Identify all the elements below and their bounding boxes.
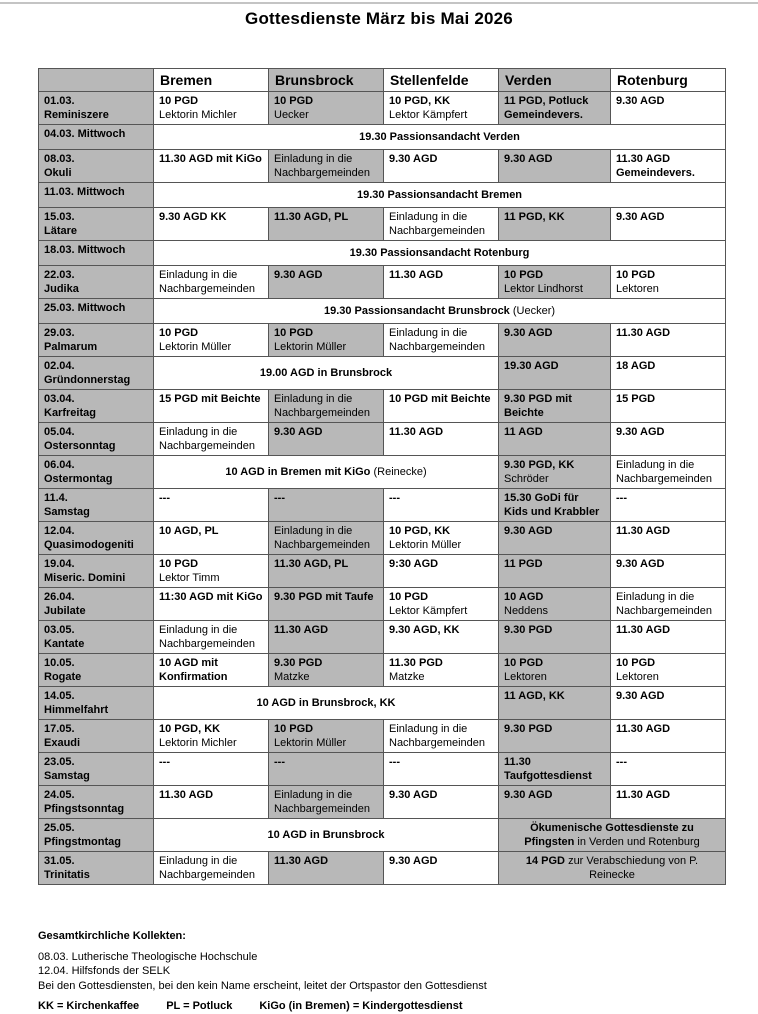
schedule-cell: 11.30 AGD — [611, 621, 726, 654]
table-row — [39, 786, 726, 819]
schedule-cell: 10 PGD Lektorin Michler — [154, 92, 269, 125]
legend-kk: KK = Kirchenkaffee — [38, 1000, 140, 1012]
date-cell: 17.05. Exaudi — [39, 720, 154, 753]
schedule-cell: 9.30 AGD — [611, 555, 726, 588]
date-cell: 14.05. Himmelfahrt — [39, 687, 154, 720]
date-cell: 11.4. Samstag — [39, 489, 154, 522]
table-row — [39, 390, 726, 423]
page-title: Gottesdienste März bis Mai 2026 — [245, 9, 513, 28]
schedule-cell: 10 PGD Lektoren — [499, 654, 611, 687]
date-cell: 12.04. Quasimodogeniti — [39, 522, 154, 555]
schedule-cell: 10 PGD Lektorin Müller — [269, 720, 384, 753]
schedule-cell: 9.30 PGD mit Beichte — [499, 390, 611, 423]
schedule-cell: 9.30 AGD — [611, 208, 726, 241]
schedule-cell: 11.30 AGD — [611, 786, 726, 819]
schedule-cell: 11.30 AGD — [384, 266, 499, 299]
schedule-cell: 10 PGD Lektorin Müller — [269, 324, 384, 357]
schedule-cell: 10 PGD, KK Lektorin Michler — [154, 720, 269, 753]
date-cell: 31.05. Trinitatis — [39, 852, 154, 885]
column-header-empty — [39, 69, 154, 92]
schedule-cell: 9.30 AGD — [611, 687, 726, 720]
table-row — [39, 125, 726, 150]
date-cell: 26.04. Jubilate — [39, 588, 154, 621]
schedule-cell: 11.30 AGD — [611, 522, 726, 555]
date-cell: 06.04. Ostermontag — [39, 456, 154, 489]
date-cell: 05.04. Ostersonntag — [39, 423, 154, 456]
table-row — [39, 92, 726, 125]
footer-note: Bei den Gottesdiensten, bei den kein Name erscheint, leitet der Ortspastor den Gottesdienst — [38, 979, 487, 992]
schedule-cell: 19.30 AGD — [499, 357, 611, 390]
schedule-cell: 11.30 AGD Gemeindevers. — [611, 150, 726, 183]
schedule-cell: --- — [384, 753, 499, 786]
schedule-cell: 19.30 Passionsandacht Brunsbrock (Uecker) — [154, 299, 726, 324]
date-cell: 22.03. Judika — [39, 266, 154, 299]
abbreviation-legend — [38, 1000, 728, 1014]
table-row — [39, 150, 726, 183]
schedule-cell: 11 AGD — [499, 423, 611, 456]
schedule-cell: 10 PGD mit Beichte — [384, 390, 499, 423]
footer — [38, 930, 728, 1014]
schedule-cell: 10 PGD Lektor Kämpfert — [384, 588, 499, 621]
schedule-cell: 11 PGD, Potluck Gemeindevers. — [499, 92, 611, 125]
schedule-cell: 11 AGD, KK — [499, 687, 611, 720]
schedule-table — [38, 68, 726, 885]
schedule-cell: 9.30 AGD — [499, 786, 611, 819]
schedule-cell: 11.30 AGD, PL — [269, 208, 384, 241]
date-cell: 24.05. Pfingstsonntag — [39, 786, 154, 819]
schedule-cell: 9.30 AGD — [384, 150, 499, 183]
schedule-cell: --- — [269, 753, 384, 786]
schedule-cell: 10 PGD, KK Lektor Kämpfert — [384, 92, 499, 125]
schedule-cell: 9.30 AGD — [611, 423, 726, 456]
schedule-cell: 9.30 AGD — [499, 522, 611, 555]
schedule-cell: 10 AGD in Brunsbrock, KK — [154, 687, 499, 720]
kollekten-heading: Gesamtkirchliche Kollekten: — [38, 930, 186, 942]
schedule-cell: 10 AGD in Brunsbrock — [154, 819, 499, 852]
schedule-cell: --- — [269, 489, 384, 522]
schedule-cell: 9:30 AGD — [384, 555, 499, 588]
schedule-cell: 11.30 AGD mit KiGo — [154, 150, 269, 183]
schedule-cell: Ökumenische Gottesdienste zu Pfingsten in Verden und Rotenburg — [499, 819, 726, 852]
schedule-cell: 10 AGD Neddens — [499, 588, 611, 621]
schedule-cell: 11.30 AGD — [269, 852, 384, 885]
legend-kigo: KiGo (in Bremen) = Kindergottesdienst — [259, 1000, 463, 1012]
table-row — [39, 299, 726, 324]
legend-pl: PL = Potluck — [166, 1000, 233, 1012]
schedule-cell: 9.30 AGD — [384, 786, 499, 819]
table-row — [39, 588, 726, 621]
date-cell: 10.05. Rogate — [39, 654, 154, 687]
column-header-rotenburg: Rotenburg — [611, 69, 726, 92]
date-cell: 04.03. Mittwoch — [39, 125, 154, 150]
table-row — [39, 423, 726, 456]
schedule-cell: 10 PGD Lektoren — [611, 654, 726, 687]
date-cell: 08.03. Okuli — [39, 150, 154, 183]
schedule-cell: 9.30 PGD — [499, 621, 611, 654]
schedule-cell: Einladung in die Nachbargemeinden — [611, 588, 726, 621]
table-row — [39, 241, 726, 266]
schedule-cell: Einladung in die Nachbargemeinden — [384, 324, 499, 357]
schedule-cell: 9.30 PGD Matzke — [269, 654, 384, 687]
schedule-cell: 15 PGD mit Beichte — [154, 390, 269, 423]
schedule-cell: 14 PGD zur Verabschiedung von P. Reinecke — [499, 852, 726, 885]
date-cell: 11.03. Mittwoch — [39, 183, 154, 208]
schedule-cell: 11.30 AGD — [611, 720, 726, 753]
schedule-cell: 11 PGD, KK — [499, 208, 611, 241]
schedule-cell: Einladung in die Nachbargemeinden — [154, 852, 269, 885]
schedule-cell: --- — [384, 489, 499, 522]
schedule-cell: Einladung in die Nachbargemeinden — [269, 522, 384, 555]
date-cell: 18.03. Mittwoch — [39, 241, 154, 266]
schedule-cell: 9.30 PGD mit Taufe — [269, 588, 384, 621]
schedule-cell: 18 AGD — [611, 357, 726, 390]
table-row — [39, 489, 726, 522]
schedule-cell: 11 PGD — [499, 555, 611, 588]
schedule-cell: Einladung in die Nachbargemeinden — [611, 456, 726, 489]
schedule-cell: Einladung in die Nachbargemeinden — [154, 423, 269, 456]
schedule-cell: Einladung in die Nachbargemeinden — [384, 208, 499, 241]
schedule-cell: 10 PGD Lektoren — [611, 266, 726, 299]
schedule-cell: --- — [154, 753, 269, 786]
schedule-cell: --- — [611, 753, 726, 786]
schedule-cell: --- — [611, 489, 726, 522]
table-row — [39, 324, 726, 357]
schedule-cell: 19.30 Passionsandacht Rotenburg — [154, 241, 726, 266]
schedule-cell: 19.00 AGD in Brunsbrock — [154, 357, 499, 390]
table-row — [39, 555, 726, 588]
schedule-cell: 10 PGD Lektor Timm — [154, 555, 269, 588]
schedule-cell: 10 PGD Uecker — [269, 92, 384, 125]
schedule-cell: 9.30 AGD — [384, 852, 499, 885]
schedule-cell: 9.30 AGD — [499, 150, 611, 183]
schedule-cell: Einladung in die Nachbargemeinden — [154, 621, 269, 654]
schedule-cell: 11.30 AGD — [269, 621, 384, 654]
schedule-cell: 11.30 Taufgottesdienst — [499, 753, 611, 786]
table-row — [39, 819, 726, 852]
date-cell: 02.04. Gründonnerstag — [39, 357, 154, 390]
schedule-cell: 11.30 AGD — [611, 324, 726, 357]
table-row — [39, 208, 726, 241]
schedule-cell: 10 AGD, PL — [154, 522, 269, 555]
schedule-cell: 11:30 AGD mit KiGo — [154, 588, 269, 621]
column-header-stellenfelde: Stellenfelde — [384, 69, 499, 92]
table-row — [39, 522, 726, 555]
schedule-cell: Einladung in die Nachbargemeinden — [154, 266, 269, 299]
table-row — [39, 621, 726, 654]
schedule-cell: Einladung in die Nachbargemeinden — [384, 720, 499, 753]
schedule-cell: 9.30 AGD KK — [154, 208, 269, 241]
table-row — [39, 266, 726, 299]
schedule-cell: 15.30 GoDi für Kids und Krabbler — [499, 489, 611, 522]
date-cell: 25.05. Pfingstmontag — [39, 819, 154, 852]
table-row — [39, 183, 726, 208]
table-row — [39, 357, 726, 390]
schedule-cell: 19.30 Passionsandacht Bremen — [154, 183, 726, 208]
schedule-cell: 10 PGD, KK Lektorin Müller — [384, 522, 499, 555]
schedule-cell: 9.30 AGD — [269, 266, 384, 299]
column-header-brunsbrock: Brunsbrock — [269, 69, 384, 92]
kollekten-line-1: 08.03. Lutherische Theologische Hochschule — [38, 950, 258, 963]
date-cell: 19.04. Miseric. Domini — [39, 555, 154, 588]
schedule-cell: 10 AGD in Bremen mit KiGo (Reinecke) — [154, 456, 499, 489]
header-row — [39, 69, 726, 92]
column-header-verden: Verden — [499, 69, 611, 92]
date-cell: 23.05. Samstag — [39, 753, 154, 786]
table-row — [39, 456, 726, 489]
date-cell: 03.05. Kantate — [39, 621, 154, 654]
kollekten-line-2: 12.04. Hilfsfonds der SELK — [38, 965, 171, 977]
schedule-cell: 10 PGD Lektor Lindhorst — [499, 266, 611, 299]
schedule-cell: 11.30 AGD — [154, 786, 269, 819]
schedule-table-container — [38, 68, 726, 885]
table-row — [39, 654, 726, 687]
schedule-cell: 9.30 AGD — [611, 92, 726, 125]
schedule-cell: --- — [154, 489, 269, 522]
schedule-cell: 9.30 AGD — [499, 324, 611, 357]
schedule-cell: 10 AGD mit Konfirmation — [154, 654, 269, 687]
table-row — [39, 687, 726, 720]
schedule-cell: 11.30 AGD — [384, 423, 499, 456]
schedule-cell: 19.30 Passionsandacht Verden — [154, 125, 726, 150]
schedule-cell: 10 PGD Lektorin Müller — [154, 324, 269, 357]
schedule-cell: 9.30 AGD — [269, 423, 384, 456]
table-row — [39, 753, 726, 786]
schedule-cell: 15 PGD — [611, 390, 726, 423]
schedule-cell: 9.30 PGD, KK Schröder — [499, 456, 611, 489]
schedule-body — [39, 92, 726, 885]
date-cell: 29.03. Palmarum — [39, 324, 154, 357]
schedule-cell: Einladung in die Nachbargemeinden — [269, 150, 384, 183]
date-cell: 01.03. Reminiszere — [39, 92, 154, 125]
schedule-cell: 11.30 AGD, PL — [269, 555, 384, 588]
schedule-cell: Einladung in die Nachbargemeinden — [269, 786, 384, 819]
schedule-cell: Einladung in die Nachbargemeinden — [269, 390, 384, 423]
date-cell: 25.03. Mittwoch — [39, 299, 154, 324]
table-row — [39, 852, 726, 885]
page-top-rule — [0, 2, 758, 4]
date-cell: 15.03. Lätare — [39, 208, 154, 241]
schedule-cell: 11.30 PGD Matzke — [384, 654, 499, 687]
table-row — [39, 720, 726, 753]
date-cell: 03.04. Karfreitag — [39, 390, 154, 423]
schedule-cell: 9.30 AGD, KK — [384, 621, 499, 654]
column-header-bremen: Bremen — [154, 69, 269, 92]
schedule-cell: 9.30 PGD — [499, 720, 611, 753]
